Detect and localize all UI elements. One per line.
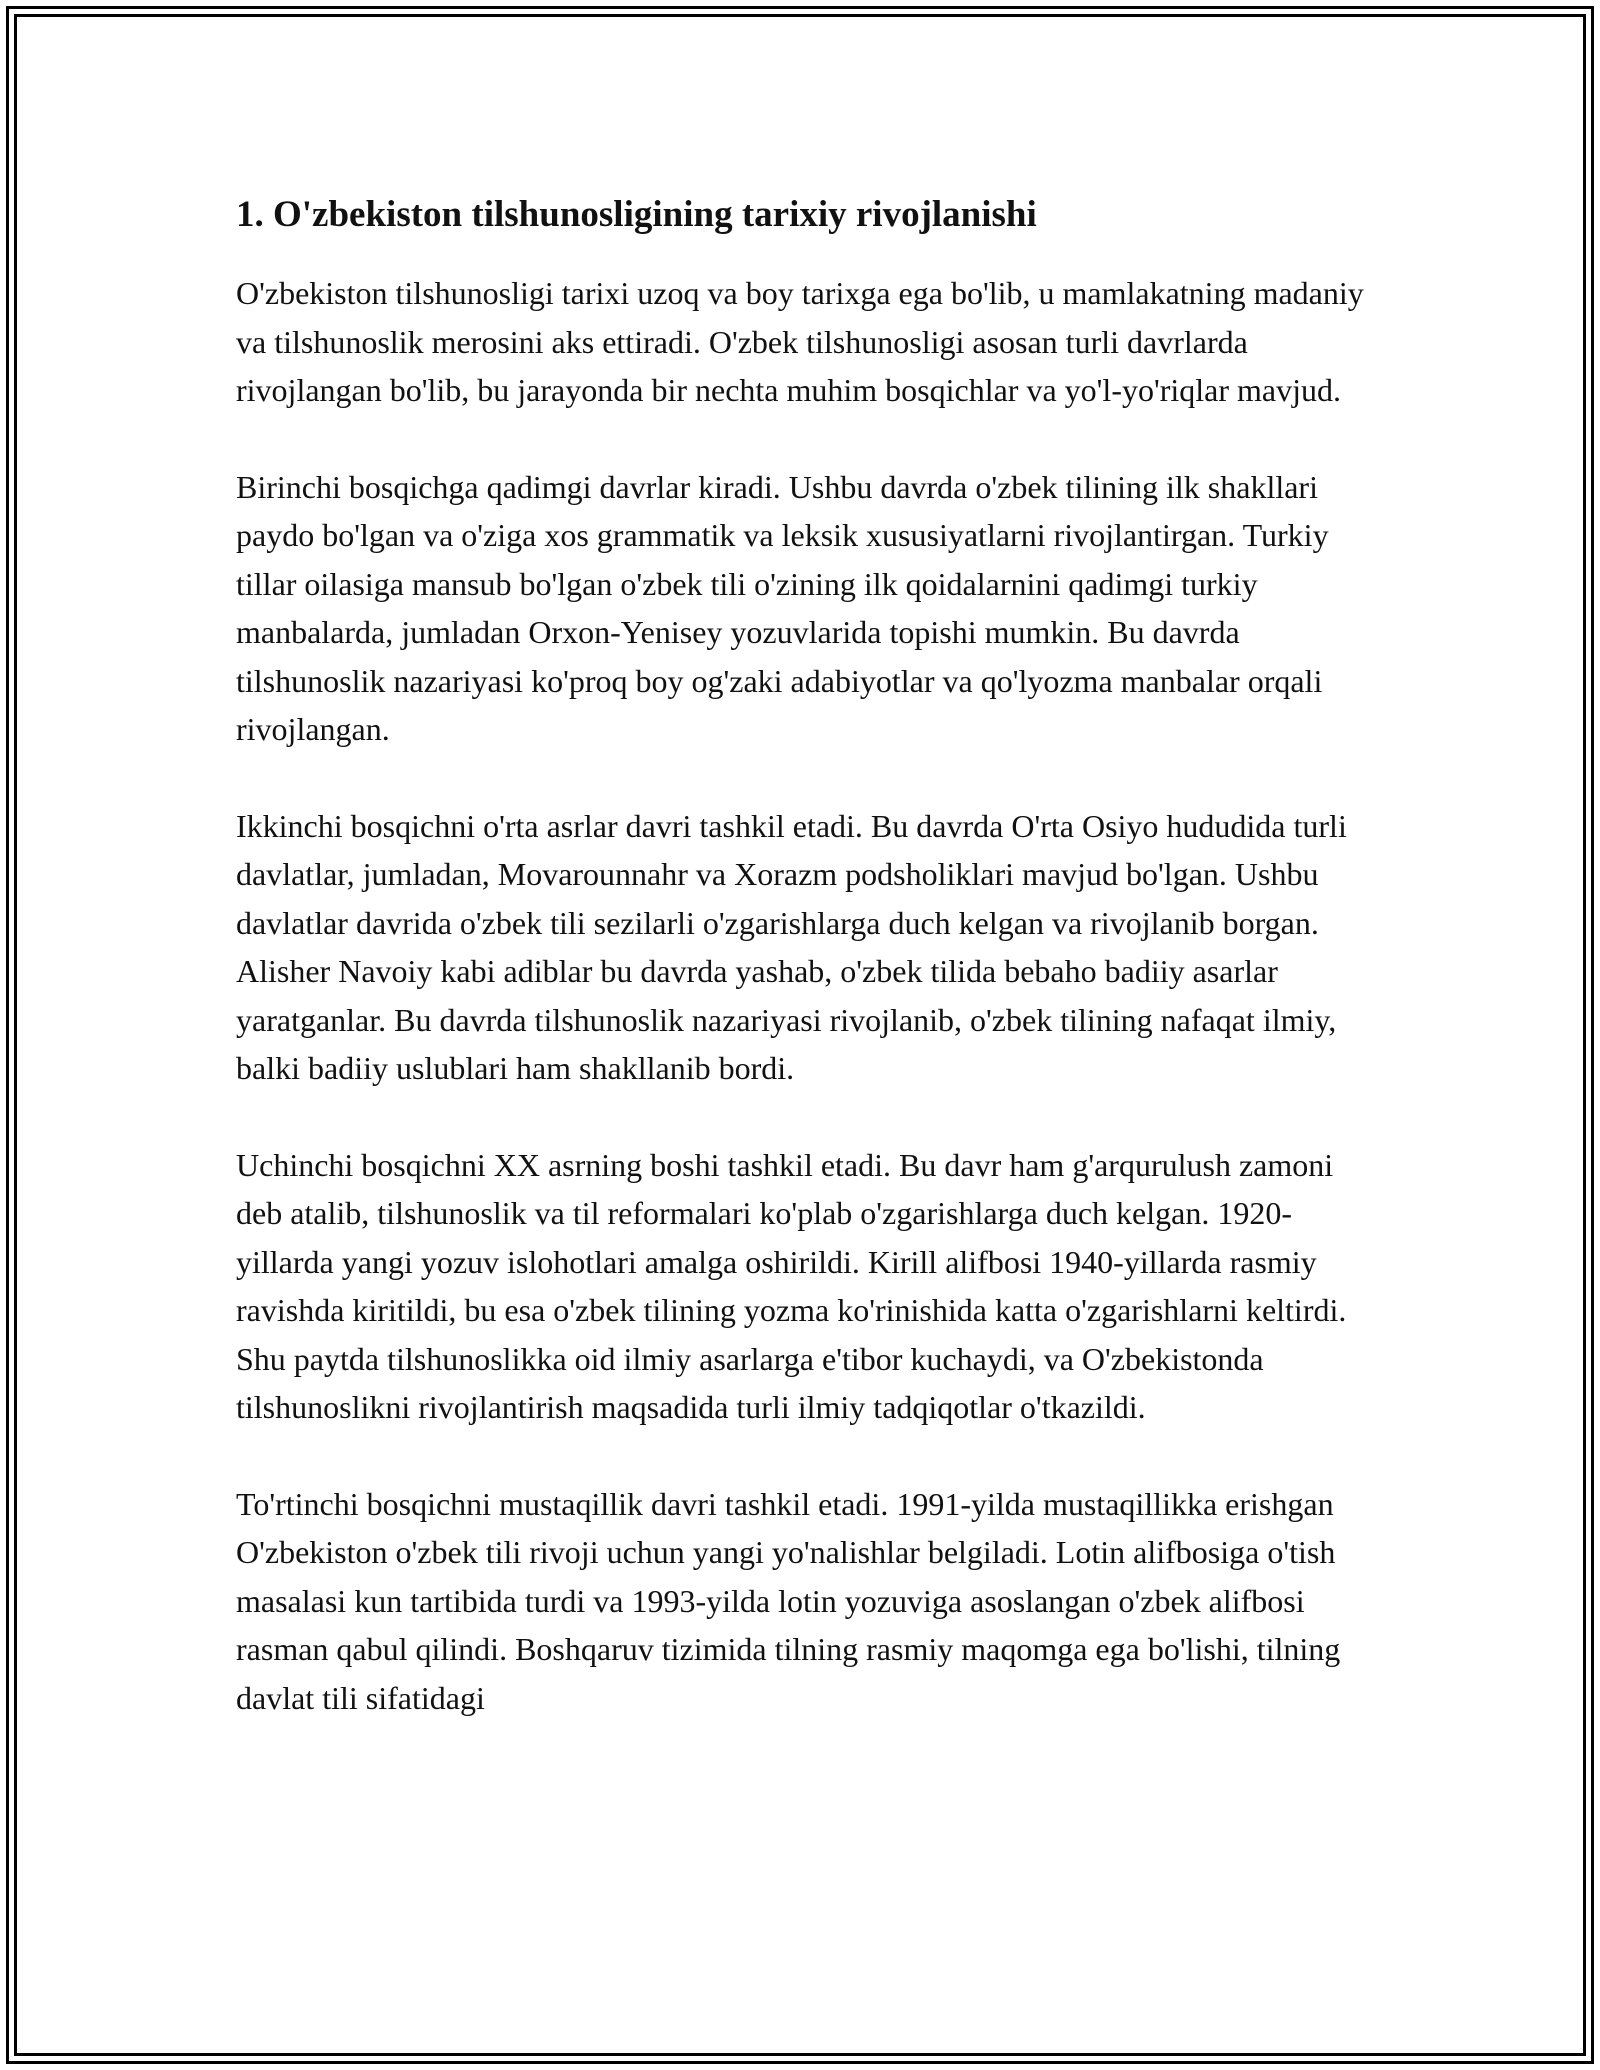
paragraph-intro: O'zbekiston tilshunosligi tarixi uzoq va boy tarixga ega bo'lib, u mamlakatning madaniy va tilshunoslik merosini aks ettiradi. O'zbek tilshunosligi asosan turli davrlarda rivojlangan bo'lib, bu jarayonda bir nechta muhim bosqichlar va yo'l-yo'riqlar mavjud. [236,275,1364,408]
document-body [236,185,1370,1770]
paragraph-fourth-stage: To'rtinchi bosqichni mustaqillik davri tashkil etadi. 1991-yilda mustaqillikka erishgan O'zbekiston o'zbek tili rivoji uchun yangi yo'nalishlar belgiladi. Lotin alifbosiga o'tish masalasi kun tartibida turdi va 1993-yilda lotin yozuviga asoslangan o'zbek alifbosi rasman qabul qilindi. Boshqaruv tizimida tilning rasmiy maqomga ega bo'lishi, tilning davlat tili sifatidagi [236,1485,1341,1716]
section-title: 1. O'zbekiston tilshunosligining tarixiy rivojlanishi [236,194,1037,235]
paragraph-third-stage: Uchinchi bosqichni XX asrning boshi tashkil etadi. Bu davr ham g'arqurulush zamoni deb atalib, tilshunoslik va til reformalari ko'plab o'zgarishlarga duch kelgan. 1920-yillarda yangi yozuv islohotlari amalga oshirildi. Kirill alifbosi 1940-yillarda rasmiy ravishda kiritildi, bu esa o'zbek tilining yozma ko'rinishida katta o'zgarishlarni keltirdi. Shu paytda tilshunoslikka oid ilmiy asarlarga e'tibor kuchaydi, va O'zbekistonda tilshunoslikni rivojlantirish maqsadida turli ilmiy tadqiqotlar o'tkazildi. [236,1146,1347,1425]
paragraph-first-stage: Birinchi bosqichga qadimgi davrlar kiradi. Ushbu davrda o'zbek tilining ilk shakllari paydo bo'lgan va o'ziga xos grammatik va leksik xususiyatlarni rivojlantirgan. Turkiy tillar oilasiga mansub bo'lgan o'zbek tili o'zining ilk qoidalarnini qadimgi turkiy manbalarda, jumladan Orxon-Yenisey yozuvlarida topishi mumkin. Bu davrda tilshunoslik nazariyasi ko'proq boy og'zaki adabiyotlar va qo'lyozma manbalar orqali rivojlangan. [236,468,1329,747]
paragraph-second-stage: Ikkinchi bosqichni o'rta asrlar davri tashkil etadi. Bu davrda O'rta Osiyo hududida turli davlatlar, jumladan, Movarounnahr va Xorazm podsholiklari mavjud bo'lgan. Ushbu davlatlar davrida o'zbek tili sezilarli o'zgarishlarga duch kelgan va rivojlanib borgan. Alisher Navoiy kabi adiblar bu davrda yashab, o'zbek tilida bebaho badiiy asarlar yaratganlar. Bu davrda tilshunoslik nazariyasi rivojlanib, o'zbek tilining nafaqat ilmiy, balki badiiy uslublari ham shakllanib bordi. [236,807,1347,1086]
